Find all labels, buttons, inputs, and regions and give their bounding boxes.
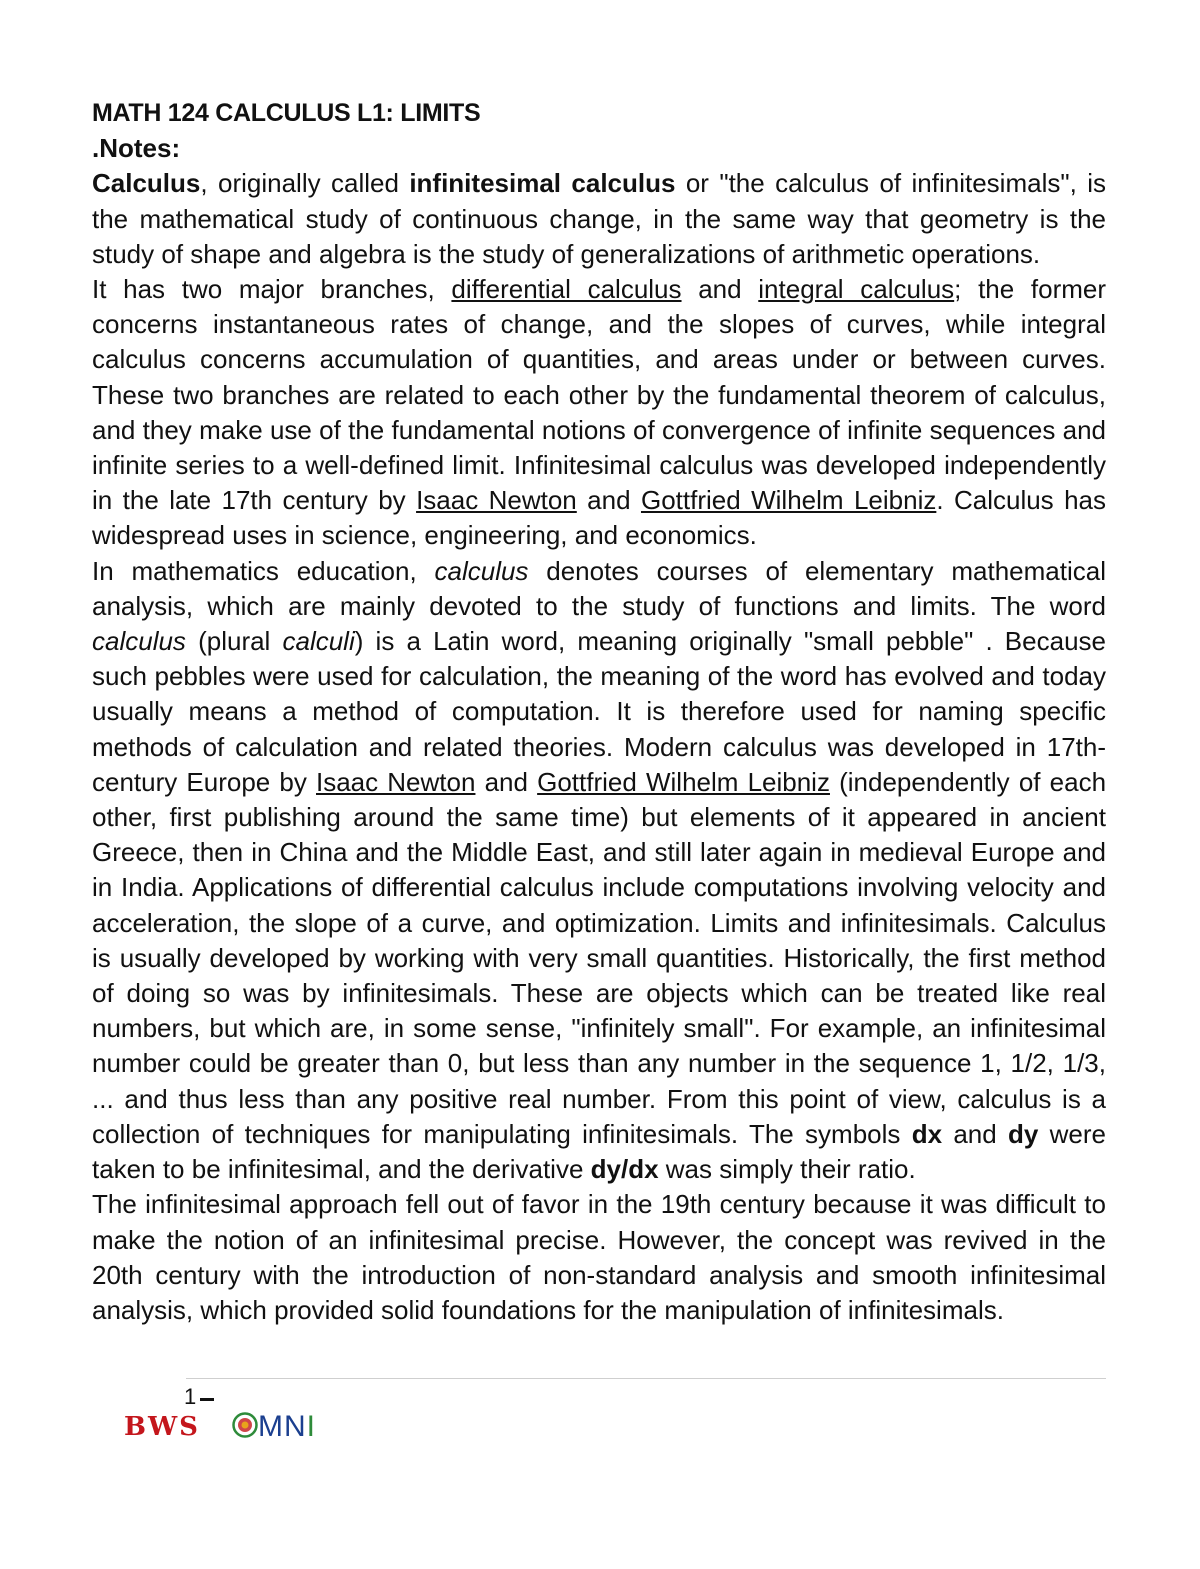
text-run: and (681, 274, 759, 305)
text-run: and (942, 1118, 1009, 1149)
paragraph-1 (92, 166, 1106, 272)
page-number-dash (200, 1398, 214, 1401)
term-calculus-italic: calculus (92, 626, 186, 657)
symbol-dx: dx (911, 1118, 943, 1149)
document-title: MATH 124 CALCULUS L1: LIMITS (92, 99, 481, 127)
link-gottfried-leibniz[interactable]: Gottfried Wilhelm Leibniz (640, 485, 937, 516)
term-calculus: Calculus (92, 168, 201, 199)
text-run: was simply their ratio. (658, 1154, 916, 1185)
text-run: . Calculus has widespread uses in science, engineering, and economics. (92, 485, 1107, 551)
text-run: were taken to be infinitesimal, and the derivative (92, 1118, 1107, 1185)
paragraph-4: The infinitesimal approach fell out of favor in the 19th century because it was difficult to make the notion of an infinitesimal precise. However, the concept was revived in the 20th century with the introduction of non-standard analysis and smooth infinitesimal analysis, which provided solid foundations for the manipulation of infinitesimals. (92, 1189, 1106, 1325)
text-run: It has two major branches, (92, 274, 452, 305)
text-run: (independently of each other, first publishing around the same time) but elements of it appeared in ancient Greece, then in China and the Middle East, and still later again in medieval Europe and in India. Applications of differential calculus include computations involving velocity and acceleration, the slope of a curve, and optimization. Limits and infinitesimals. Calculus is usually developed by working with very small quantities. Historically, the first method of doing so was by infinitesimals. These are objects which can be treated like real numbers, but which are, in some sense, "infinitely small". For example, an infinitesimal number could be greater than 0, but less than any number in the sequence 1, 1/2, 1/3, ... and thus less than any positive real number. From this point of view, calculus is a collection of techniques for manipulating infinitesimals. The symbols (92, 766, 1107, 1149)
text-run: and (576, 485, 641, 516)
text-run: ; the former concerns instantaneous rates of change, and the slopes of curves, while integral calculus concerns accumulation of quantities, and areas under or between curves. These two branches are related to each other by the fundamental theorem of calculus, and they make use of the fundamental notions of convergence of infinite sequences and infinite series to a well-defined limit. Infinitesimal calculus was developed independently in the late 17th century by (92, 274, 1107, 516)
text-run: In mathematics education, (92, 555, 435, 586)
symbol-dy-dx: dy/dx (590, 1154, 659, 1185)
text-run: (plural (185, 626, 283, 657)
logo-omni-text: MNI (258, 1410, 317, 1443)
paragraph-3 (92, 554, 1106, 1188)
term-infinitesimal-calculus: infinitesimal calculus (409, 168, 676, 199)
symbol-dy: dy (1008, 1118, 1039, 1149)
link-integral-calculus[interactable]: integral calculus (758, 274, 955, 305)
paragraph-2 (92, 272, 1106, 554)
text-run: denotes courses of elementary mathematical analysis, which are mainly devoted to the study of functions and limits. The word (92, 555, 1106, 621)
notes-heading: .Notes: (92, 133, 181, 164)
footer-divider (186, 1378, 1106, 1379)
text-run: , originally called (200, 168, 410, 199)
logo-bws-text: BWS (124, 1412, 200, 1442)
link-differential-calculus[interactable]: differential calculus (451, 274, 682, 305)
link-isaac-newton[interactable]: Isaac Newton (316, 766, 476, 797)
document-body (92, 96, 1106, 1328)
link-gottfried-leibniz[interactable]: Gottfried Wilhelm Leibniz (537, 766, 830, 797)
link-isaac-newton[interactable]: Isaac Newton (416, 485, 577, 516)
term-calculus-italic: calculus (434, 555, 529, 586)
page-number: 1 (184, 1384, 197, 1409)
omni-globe-icon (232, 1412, 258, 1438)
text-run: ) is a Latin word, meaning originally "small pebble" . Because such pebbles were used for calculation, the meaning of the word has evolved and today usually means a method of computation. It is therefore used for naming specific methods of calculation and related theories. Modern calculus was developed in 17th-century Europe by (92, 626, 1106, 797)
text-run: or "the calculus of infinitesimals", is the mathematical study of continuous change, in the same way that geometry is the study of shape and algebra is the study of generalizations of arithmetic operations. (92, 168, 1106, 269)
text-run: and (475, 766, 538, 797)
term-calculi-italic: calculi (282, 626, 355, 657)
